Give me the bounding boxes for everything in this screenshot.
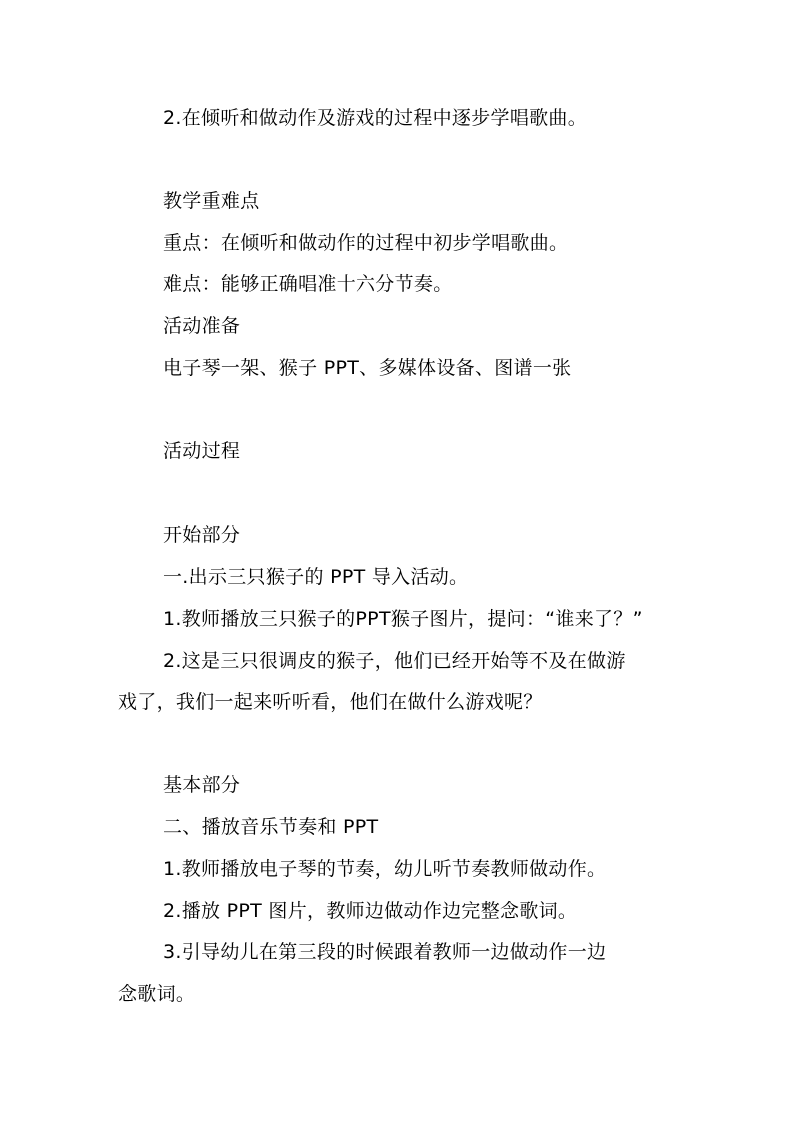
heading-beginning: 开始部分	[163, 524, 241, 546]
heading-basic: 基本部分	[163, 774, 241, 796]
heading-preparation: 活动准备	[163, 315, 241, 337]
step-2-item-2: 2.播放 PPT 图片，教师边做动作边完整念歌词。	[163, 900, 578, 922]
step-2-item-3: 3.引导幼儿在第三段的时候跟着教师一边做动作一边	[163, 941, 607, 963]
step-1-item-2: 2.这是三只很调皮的猴子，他们已经开始等不及在做游	[163, 650, 626, 672]
key-point: 重点：在倾听和做动作的过程中初步学唱歌曲。	[163, 232, 569, 254]
step-1-title: 一.出示三只猴子的 PPT 导入活动。	[163, 566, 469, 588]
heading-process: 活动过程	[163, 440, 241, 462]
goal-item-2: 2.在倾听和做动作及游戏的过程中逐步学唱歌曲。	[163, 107, 588, 129]
step-1-item-2-continued: 戏了，我们一起来听听看，他们在做什么游戏呢？	[118, 691, 543, 713]
preparation-materials: 电子琴一架、猴子 PPT、多媒体设备、图谱一张	[163, 357, 572, 379]
step-1-item-1: 1.教师播放三只猴子的PPT猴子图片，提问：“谁来了？”	[163, 608, 643, 630]
step-2-item-1: 1.教师播放电子琴的节奏，幼儿听节奏教师做动作。	[163, 858, 607, 880]
difficult-point: 难点：能够正确唱准十六分节奏。	[163, 273, 453, 295]
heading-key-points: 教学重难点	[163, 190, 260, 212]
step-2-item-3-continued: 念歌词。	[118, 983, 196, 1005]
step-2-title: 二、播放音乐节奏和 PPT	[163, 816, 379, 838]
